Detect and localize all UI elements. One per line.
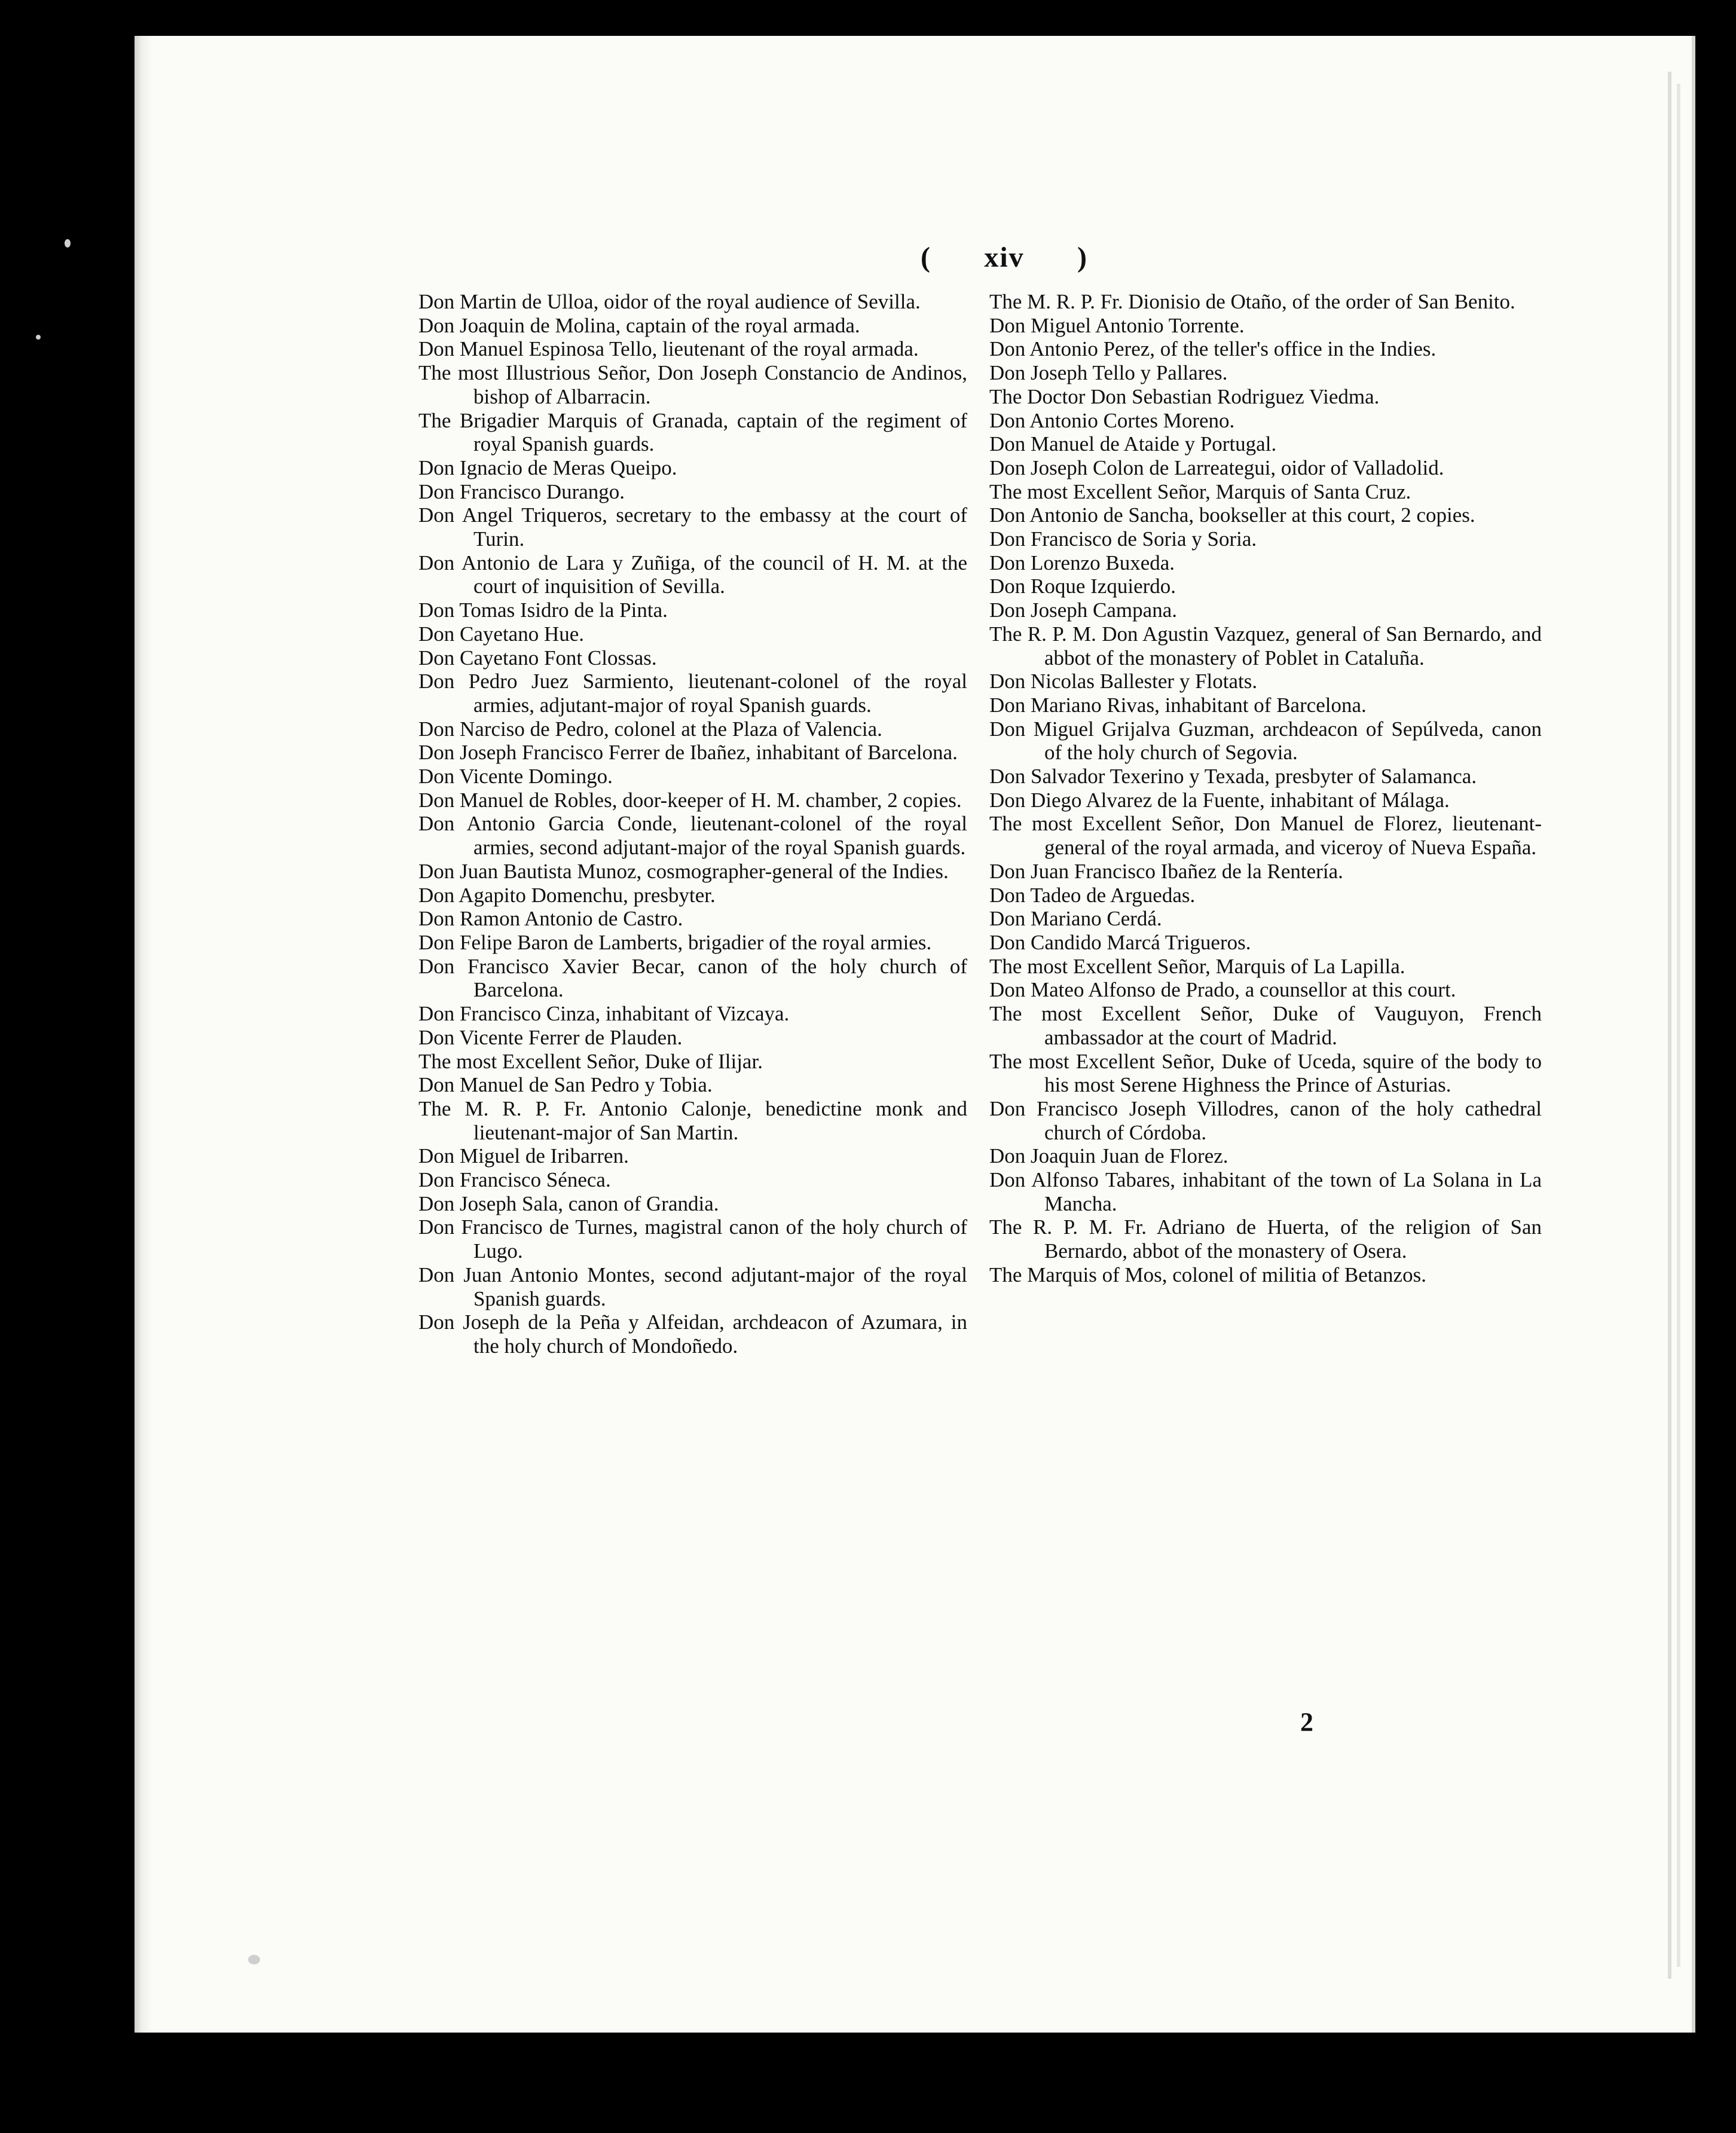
scan-speck (36, 335, 41, 340)
subscriber-entry: Don Juan Antonio Montes, second adjutant-major of the royal Spanish guards. (418, 1263, 967, 1310)
subscriber-entry: Don Antonio Garcia Conde, lieutenant-colonel of the royal armies, second adjutant-major of the royal Spanish guards. (418, 812, 967, 860)
subscriber-entry: Don Francisco Xavier Becar, canon of the holy church of Barcelona. (418, 954, 967, 1002)
subscriber-entry: Don Antonio de Lara y Zuñiga, of the council of H. M. at the court of inquisition of Sevilla. (418, 551, 967, 598)
subscriber-entry: Don Candido Marcá Trigueros. (989, 930, 1251, 954)
subscriber-entry: Don Tadeo de Arguedas. (989, 883, 1196, 907)
subscriber-entry: Don Antonio Perez, of the teller's office in the Indies. (989, 337, 1437, 361)
subscriber-entry: Don Joseph de la Peña y Alfeidan, archdeacon of Azumara, in the holy church of Mondoñedo. (418, 1310, 967, 1358)
subscriber-entry: The most Excellent Señor, Marquis of Santa Cruz. (989, 479, 1411, 503)
subscriber-entry: Don Mateo Alfonso de Prado, a counsellor at this court. (989, 978, 1456, 1002)
subscriber-entry: Don Narciso de Pedro, colonel at the Plaza of Valencia. (418, 717, 882, 741)
subscriber-entry: Don Mariano Rivas, inhabitant of Barcelona. (989, 693, 1367, 717)
subscriber-entry: Don Joseph Tello y Pallares. (989, 361, 1228, 385)
subscriber-entry: Don Manuel de Ataide y Portugal. (989, 432, 1277, 456)
subscriber-entry: Don Cayetano Hue. (418, 622, 585, 646)
subscriber-entry: Don Miguel Grijalva Guzman, archdeacon of Sepúlveda, canon of the holy church of Segovia. (989, 717, 1542, 765)
subscriber-entry: Don Joseph Campana. (989, 598, 1177, 622)
subscriber-entry: Don Joaquin de Molina, captain of the royal armada. (418, 313, 860, 337)
subscriber-entry: Don Agapito Domenchu, presbyter. (418, 883, 716, 907)
subscriber-entry: Don Pedro Juez Sarmiento, lieutenant-colonel of the royal armies, adjutant-major of royal Spanish guards. (418, 670, 967, 717)
subscriber-entry: Don Joseph Colon de Larreategui, oidor of Valladolid. (989, 456, 1444, 479)
subscriber-entry: Don Joseph Francisco Ferrer de Ibañez, inhabitant of Barcelona. (418, 741, 958, 765)
subscriber-entry: Don Manuel Espinosa Tello, lieutenant of the royal armada. (418, 337, 919, 361)
subscriber-entry: The R. P. M. Fr. Adriano de Huerta, of the religion of San Bernardo, abbot of the monastery of Osera. (989, 1215, 1542, 1263)
subscriber-entry: Don Roque Izquierdo. (989, 574, 1176, 598)
page-edge (1677, 84, 1680, 1967)
subscriber-entry: Don Salvador Texerino y Texada, presbyter of Salamanca. (989, 765, 1477, 789)
subscriber-entry: Don Ignacio de Meras Queipo. (418, 456, 677, 479)
subscriber-entry: The most Excellent Señor, Marquis of La Lapilla. (989, 954, 1405, 978)
subscriber-list-left-column (418, 290, 967, 1358)
subscriber-entry: Don Francisco Joseph Villodres, canon of the holy cathedral church of Córdoba. (989, 1096, 1542, 1144)
subscriber-entry: Don Ramon Antonio de Castro. (418, 907, 683, 931)
subscriber-entry: Don Francisco Cinza, inhabitant of Vizcaya. (418, 1002, 790, 1026)
page-header (921, 236, 1088, 278)
subscriber-entry: Don Mariano Cerdá. (989, 907, 1162, 931)
subscriber-entry: Don Angel Triqueros, secretary to the embassy at the court of Turin. (418, 503, 967, 551)
subscriber-entry: Don Juan Bautista Munoz, cosmographer-general of the Indies. (418, 859, 949, 883)
subscriber-entry: Don Joaquin Juan de Florez. (989, 1144, 1228, 1168)
page-gutter-shadow (135, 36, 152, 2033)
subscriber-entry: Don Juan Francisco Ibañez de la Rentería. (989, 859, 1343, 883)
subscriber-entry: Don Manuel de Robles, door-keeper of H. M. chamber, 2 copies. (418, 788, 962, 812)
subscriber-entry: The Marquis of Mos, colonel of militia of Betanzos. (989, 1263, 1426, 1286)
subscriber-entry: Don Joseph Sala, canon of Grandia. (418, 1191, 719, 1215)
subscriber-entry: Don Francisco Durango. (418, 479, 625, 503)
subscriber-entry: Don Diego Alvarez de la Fuente, inhabitant of Málaga. (989, 788, 1450, 812)
subscriber-entry: Don Felipe Baron de Lamberts, brigadier of the royal armies. (418, 930, 932, 954)
subscriber-entry: Don Miguel Antonio Torrente. (989, 313, 1245, 337)
subscriber-entry: Don Martin de Ulloa, oidor of the royal audience of Sevilla. (418, 290, 921, 313)
subscriber-entry: Don Miguel de Iribarren. (418, 1144, 629, 1168)
subscriber-entry: Don Francisco de Turnes, magistral canon of the holy church of Lugo. (418, 1215, 967, 1263)
subscriber-entry: Don Vicente Domingo. (418, 765, 613, 789)
scan-speck (248, 1955, 260, 1964)
subscriber-entry: The most Excellent Señor, Duke of Vauguyon, French ambassador at the court of Madrid. (989, 1002, 1542, 1049)
subscriber-entry: The Brigadier Marquis of Granada, captain of the regiment of royal Spanish guards. (418, 408, 967, 456)
subscriber-entry: Don Alfonso Tabares, inhabitant of the town of La Solana in La Mancha. (989, 1168, 1542, 1215)
header-paren-close: ) (1077, 241, 1088, 273)
subscriber-entry: Don Antonio de Sancha, bookseller at this court, 2 copies. (989, 503, 1475, 527)
subscriber-entry: Don Francisco de Soria y Soria. (989, 527, 1257, 551)
scan-bottom-border (0, 2033, 1736, 2133)
subscriber-entry: Don Manuel de San Pedro y Tobia. (418, 1073, 713, 1097)
subscriber-entry: Don Tomas Isidro de la Pinta. (418, 598, 668, 622)
subscriber-entry: The R. P. M. Don Agustin Vazquez, general of San Bernardo, and abbot of the monastery of Poblet in Cataluña. (989, 622, 1542, 670)
subscriber-entry: The M. R. P. Fr. Dionisio de Otaño, of the order of San Benito. (989, 290, 1515, 313)
subscriber-entry: The most Excellent Señor, Duke of Ilijar. (418, 1049, 763, 1073)
subscriber-entry: Don Cayetano Font Clossas. (418, 646, 657, 670)
page-number: xiv (984, 241, 1025, 273)
subscriber-entry: The M. R. P. Fr. Antonio Calonje, benedictine monk and lieutenant-major of San Martin. (418, 1096, 967, 1144)
scan-speck (65, 239, 71, 247)
signature-mark: 2 (1300, 1707, 1313, 1737)
subscriber-entry: Don Antonio Cortes Moreno. (989, 408, 1235, 432)
subscriber-entry: The Doctor Don Sebastian Rodriguez Viedma. (989, 384, 1380, 408)
subscriber-entry: Don Nicolas Ballester y Flotats. (989, 670, 1258, 693)
header-paren-open: ( (921, 241, 931, 273)
subscriber-entry: Don Francisco Séneca. (418, 1168, 611, 1192)
subscriber-list-right-column (989, 290, 1542, 1287)
subscriber-entry: Don Lorenzo Buxeda. (989, 551, 1175, 574)
subscriber-entry: The most Excellent Señor, Duke of Uceda, squire of the body to his most Serene Highness the Prince of Asturias. (989, 1049, 1542, 1097)
subscriber-entry: The most Excellent Señor, Don Manuel de Florez, lieutenant-general of the royal armada, and viceroy of Nueva España. (989, 812, 1542, 860)
page-edge (1668, 72, 1671, 1979)
subscriber-entry: Don Vicente Ferrer de Plauden. (418, 1025, 683, 1049)
subscriber-entry: The most Illustrious Señor, Don Joseph Constancio de Andinos, bishop of Albarracin. (418, 361, 967, 408)
